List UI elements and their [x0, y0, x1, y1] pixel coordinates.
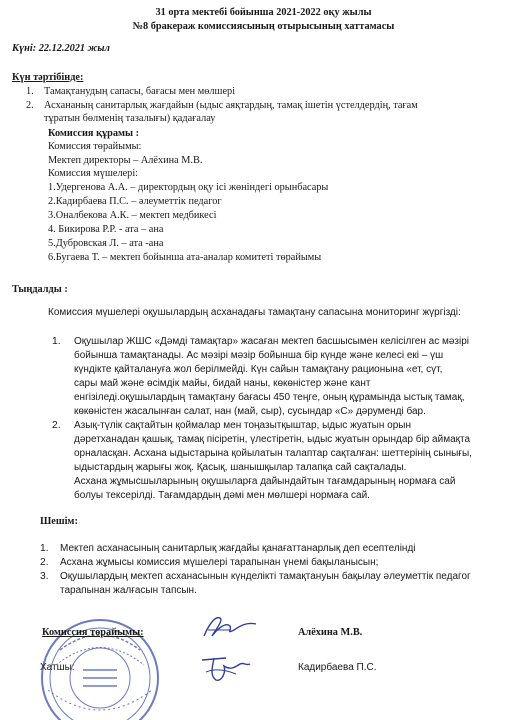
- commission-member: 6.Бугаева Т. – мектеп бойынша ата-аналар комитеті төрайымы: [48, 252, 322, 263]
- decision-item-number: 1.: [40, 543, 49, 554]
- decision-heading: Шешім:: [40, 516, 78, 527]
- agenda-item-number: 1.: [26, 86, 34, 97]
- heard-item-line: дәретханадан қашық, тамақ пісіретін, үлестіретін, ыдыс жуатын орындар бір аймақта: [74, 434, 471, 445]
- secretary-signature-icon: [196, 650, 254, 686]
- heard-item-line: ыдыстардың жарығы жоқ. Қасық, шанышқылар талапқа сай сақталады.: [74, 462, 407, 473]
- decision-item-line: Оқушылардың мектеп асханасынын күнделікті тамақтануын бақылау әлеуметтік педагог: [60, 571, 471, 582]
- decision-item-line: Асхана жұмысы комиссия мүшелері тарапынан үнемі бақыланысын;: [60, 557, 379, 568]
- decision-item-number: 3.: [40, 571, 49, 582]
- commission-heading: Комиссия құрамы :: [48, 128, 140, 139]
- signature-secretary-name: Кадирбаева П.С.: [298, 662, 377, 673]
- commission-members-label: Комиссия мүшелері:: [48, 168, 139, 179]
- commission-member: 3.Оналбекова А.К. – мектеп медбикесі: [48, 210, 217, 221]
- heard-item-line: Оқушылар ЖШС «Дәмді тамақтар» жасаған мектеп басшысымен келісілген ас мәзірі: [74, 336, 470, 347]
- decision-item-line: Мектеп асханасының санитарлық жағдайы қанағаттанарлық деп есептелінді: [60, 543, 416, 554]
- signature-chair-label: Комиссия төрайымы:: [42, 627, 144, 638]
- heard-item-line: Асхана жұмысшыларының оқушыларға дайындайтын тағамдарының нормаға сай: [74, 476, 456, 487]
- agenda-item-text: Тамақтанудың сапасы, бағасы мен мөлшері: [44, 86, 236, 97]
- meeting-date: Күні: 22.12.2021 жыл: [12, 43, 110, 54]
- decision-item-line: тарапынан жалғасын тапсын.: [60, 585, 197, 596]
- heard-intro: Комиссия мүшелері оқушылардың асханадағы тамақтану сапасына мониторинг жүргізді:: [48, 307, 461, 318]
- document-title-line1: 31 орта мектебі бойынша 2021-2022 оқу жылы: [155, 7, 372, 18]
- commission-member: 4. Бикирова Р.Р. - ата – ана: [48, 224, 164, 235]
- signature-chair-name: Алёхина М.В.: [298, 627, 363, 638]
- decision-item-number: 2.: [40, 557, 49, 568]
- commission-member: 1.Удергенова А.А. – директордың оқу ісі жөніндегі орынбасары: [48, 182, 329, 193]
- heard-item-line: орналасқан. Асхана ыдыстарына қойылатын талаптар сақталған: шеттерінің сынығы,: [74, 448, 472, 459]
- heard-item-number: 2.: [52, 420, 61, 431]
- heard-item-line: күндікте қайталануға жол берілмейді. Күн сайын тамақтану рационына «ет, сүт,: [74, 364, 443, 375]
- signature-secretary-label: Хатшы:: [40, 662, 75, 673]
- chair-signature-icon: [200, 612, 260, 642]
- commission-chair-label: Комиссия төрайымы:: [48, 141, 142, 152]
- heard-item-line: Азық-түлік сақтайтын қоймалар мен тоңазытқыштар, ыдыс жуатын орын: [74, 420, 411, 431]
- heard-heading: Тыңдалды :: [12, 284, 68, 295]
- agenda-item-text: тұратын бөлменің тазалығы) қадағалау: [44, 113, 216, 124]
- agenda-item-text: Асхананың санитарлық жағдайын (ыдыс аяқтардың, тамақ ішетін үстелдердің, тағам: [44, 100, 418, 111]
- heard-item-line: сары май және өсімдік майы, бидай наны, көкөністер және кант: [74, 378, 371, 389]
- commission-member: 2.Кадирбаева П.С. – әлеуметтік педагог: [48, 196, 222, 207]
- heard-item-line: болуы тексерілді. Тағамдардың дәмі мен мөлшері нормаға сай.: [74, 490, 370, 501]
- agenda-heading: Күн тәртібінде:: [12, 72, 84, 83]
- heard-item-line: енгізіледі.оқушылардың тамақтану бағасы 450 теңге, оның құрамында ыстық тамақ,: [74, 392, 465, 403]
- document-title-line2: №8 бракераж комиссиясының отырысының хаттамасы: [132, 21, 395, 32]
- agenda-item-number: 2.: [26, 100, 34, 111]
- heard-item-line: бойынша тамақтанады. Ас мәзірі мәзір бойынша бір күнде және келесі екі – үш: [74, 350, 444, 361]
- commission-member: 5.Дубровская Л. – ата -ана: [48, 238, 164, 249]
- commission-chair: Мектеп директоры – Алёхина М.В.: [48, 155, 203, 166]
- heard-item-number: 1.: [52, 336, 61, 347]
- heard-item-line: көкөністен жасалынған салат, нан (май, сыр), сусындар «С» дәруменді бар.: [74, 406, 426, 417]
